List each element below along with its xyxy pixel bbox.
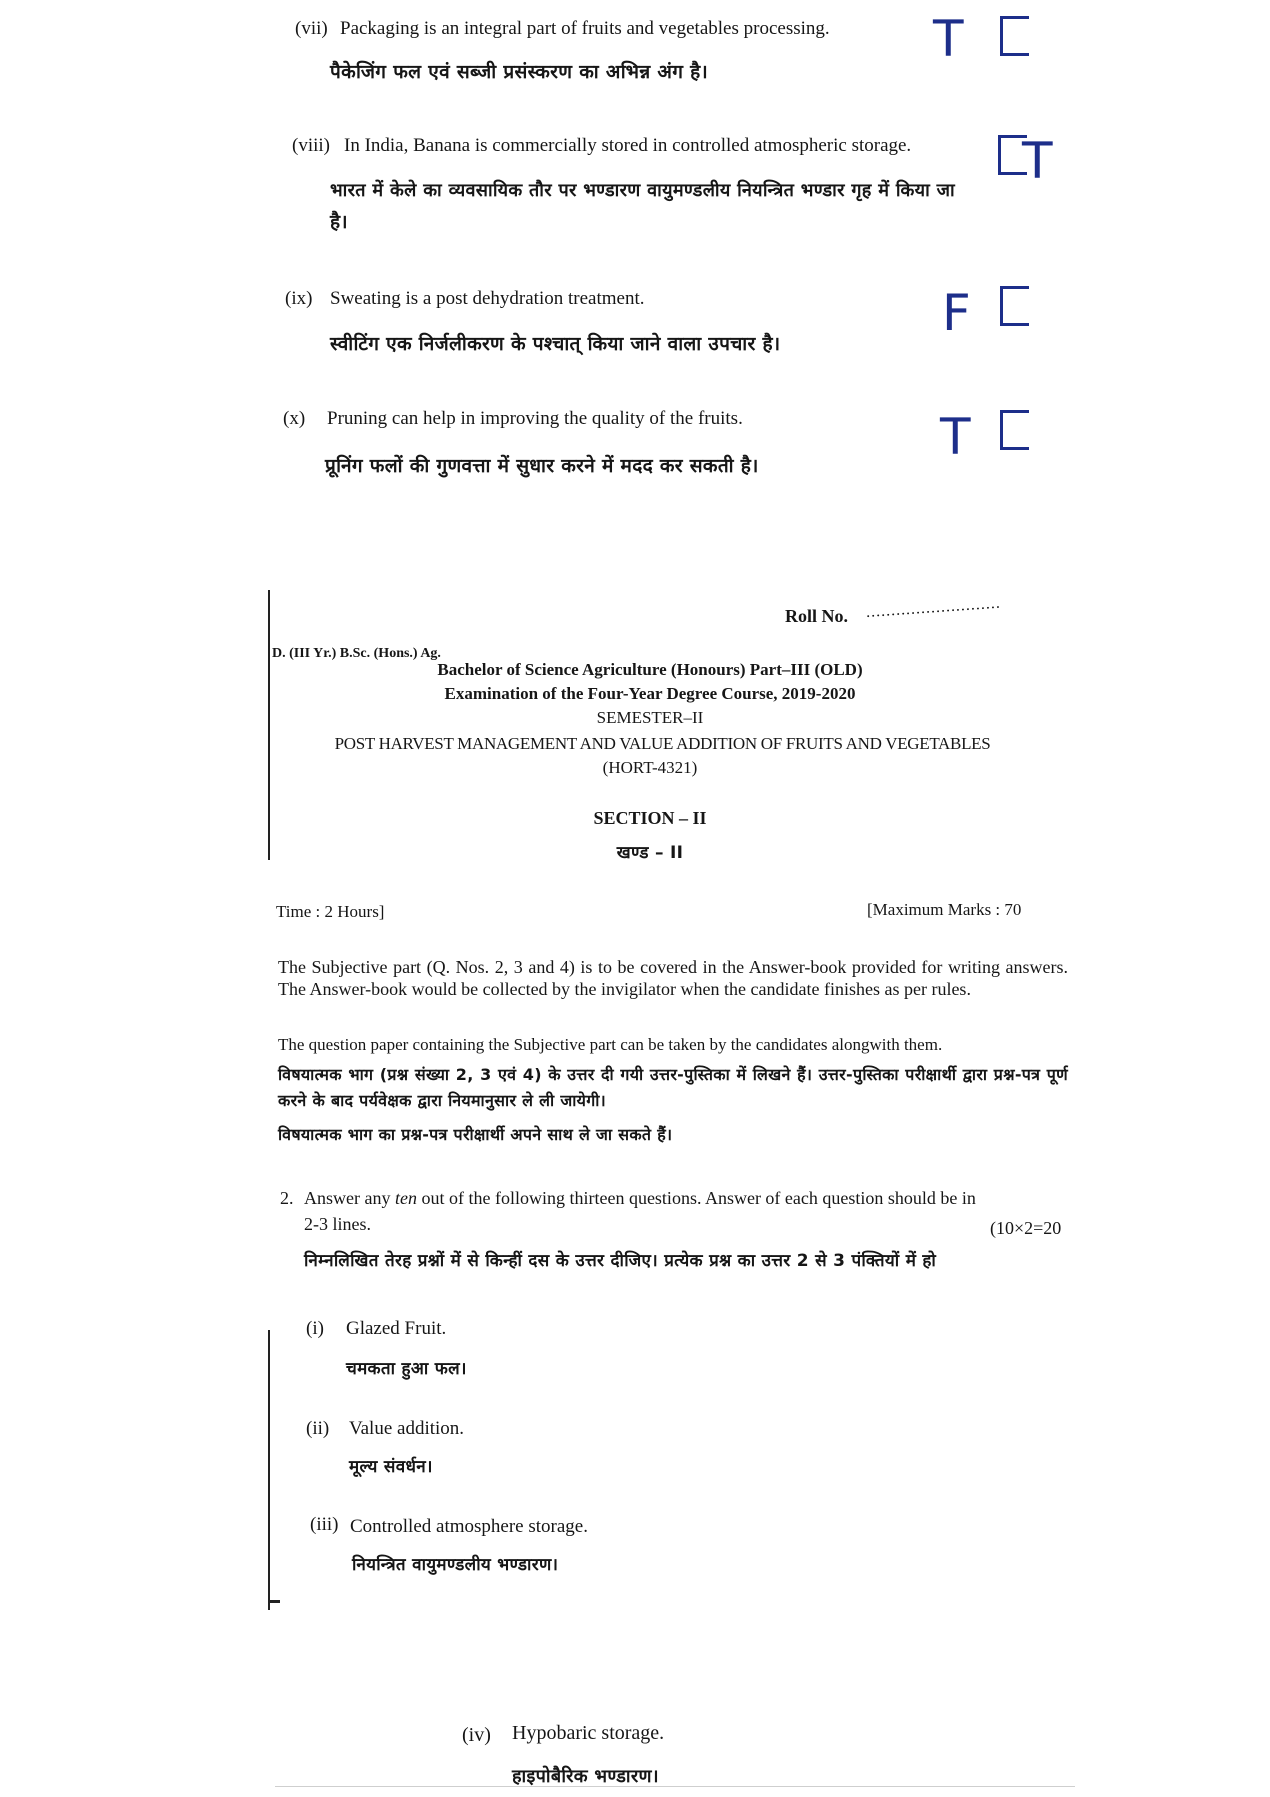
question-number: (x) [283, 408, 306, 429]
max-marks-label: [Maximum Marks : 70 [867, 900, 1022, 919]
question-number: (vii) [295, 18, 328, 39]
handwritten-answer: T [940, 408, 971, 466]
scan-edge-bottom [275, 1786, 1075, 1787]
answer-box [1000, 16, 1029, 56]
sub-question-text-en: Value addition. [349, 1418, 465, 1439]
question-text-en: Pruning can help in improving the quality of the fruits. [327, 408, 743, 429]
sub-question-text-hi: नियन्त्रित वायुमण्डलीय भण्डारण। [352, 1555, 559, 1575]
sub-question-number: (iii) [310, 1514, 339, 1535]
sub-question-text-hi: मूल्य संवर्धन। [349, 1457, 433, 1477]
sub-question-number: (ii) [306, 1418, 330, 1439]
answer-box [1000, 410, 1029, 450]
question-text-cont: 2-3 lines. [304, 1214, 371, 1234]
question-number: (ix) [285, 288, 313, 309]
header-line-2: Examination of the Four-Year Degree Course, 2019-2020 [444, 684, 856, 703]
header-line-5: (HORT-4321) [602, 758, 698, 777]
instruction-hi-1: विषयात्मक भाग (प्रश्न संख्या 2, 3 एवं 4) के उत्तर दी गयी उत्तर-पुस्तिका में लिखने हैं। उत्तर-पुस्तिका परीक्षार्थी द्वारा प्रश्न-पत्र पूर्ण करने के बाद पर्यवेक्षक द्वारा नियमानुसार ले ली जायेगी। [278, 1065, 1068, 1110]
question-number: (viii) [292, 135, 330, 156]
question-text-hi: निम्नलिखित तेरह प्रश्नों में से किन्हीं दस के उत्तर दीजिए। प्रत्येक प्रश्न का उत्तर 2 से 3 पंक्तियों में हो [304, 1251, 937, 1271]
sub-question-text-hi: चमकता हुआ फल। [346, 1359, 467, 1379]
question-text-en: Sweating is a post dehydration treatment. [330, 288, 645, 309]
header-line-4: POST HARVEST MANAGEMENT AND VALUE ADDITION OF FRUITS AND VEGETABLES [334, 734, 991, 753]
question-text-b: out of the following thirteen questions. Answer of each question should be in [416, 1188, 976, 1208]
question-text-hi-cont: है। [330, 211, 348, 233]
instruction-en-1: The Subjective part (Q. Nos. 2, 3 and 4) is to be covered in the Answer-book provided for writing answers. The Answer-book would be collected by the invigilator when the candidate finishes as per rules. [278, 957, 1068, 999]
question-text-hi: स्वीटिंग एक निर्जलीकरण के पश्चात् किया जाने वाला उपचार है। [330, 333, 781, 355]
instruction-en-2: The question paper containing the Subjective part can be taken by the candidates alongwith them. [278, 1035, 943, 1054]
answer-box [1000, 286, 1029, 326]
instruction-hi-2: विषयात्मक भाग का प्रश्न-पत्र परीक्षार्थी अपने साथ ले जा सकते हैं। [278, 1125, 673, 1144]
question-text [304, 1188, 976, 1209]
sub-question-text-hi: हाइपोबैरिक भण्डारण। [512, 1766, 659, 1787]
course-code: D. (III Yr.) B.Sc. (Hons.) Ag. [272, 646, 441, 661]
roll-dots: ........................... [865, 594, 1002, 621]
question-text-a: Answer any [304, 1188, 395, 1208]
sub-question-text-en: Hypobaric storage. [512, 1722, 665, 1744]
question-text-emphasis: ten [394, 1188, 417, 1208]
header-line-3: SEMESTER–II [596, 708, 704, 727]
section-title-en: SECTION – II [593, 808, 707, 828]
time-label: Time : 2 Hours] [276, 902, 385, 921]
handwritten-answer: T [933, 10, 964, 68]
question-number: 2. [280, 1188, 294, 1208]
section-title-hi: खण्ड – II [616, 843, 684, 863]
handwritten-answer: T [1022, 132, 1053, 190]
sub-question-text-en: Controlled atmosphere storage. [350, 1516, 588, 1537]
question-text-en: In India, Banana is commercially stored in controlled atmospheric storage. [344, 135, 912, 156]
question-text-hi: भारत में केले का व्यवसायिक तौर पर भण्डारण वायुमण्डलीय नियन्त्रित भण्डार गृह में किया जा [330, 180, 955, 201]
scan-edge-corner [268, 1600, 280, 1603]
handwritten-answer: F [942, 284, 971, 342]
question-text-hi: प्रूनिंग फलों की गुणवत्ता में सुधार करने में मदद कर सकती है। [325, 455, 759, 477]
roll-label: Roll No. [785, 606, 848, 626]
scan-edge-left-lower [268, 1330, 270, 1610]
sub-question-number: (i) [306, 1318, 324, 1339]
question-text-hi: पैकेजिंग फल एवं सब्जी प्रसंस्करण का अभिन्न अंग है। [330, 61, 708, 83]
question-text-en: Packaging is an integral part of fruits and vegetables processing. [340, 18, 830, 39]
question-marks: (10×2=20 [990, 1218, 1062, 1238]
header-line-1: Bachelor of Science Agriculture (Honours) Part–III (OLD) [437, 660, 863, 679]
sub-question-number: (iv) [462, 1724, 491, 1746]
sub-question-text-en: Glazed Fruit. [346, 1318, 447, 1339]
